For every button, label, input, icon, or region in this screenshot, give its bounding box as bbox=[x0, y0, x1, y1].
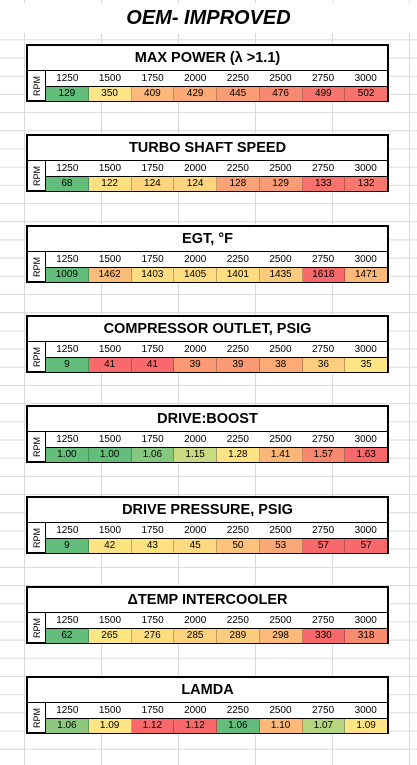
rpm-header-cell[interactable]: 2000 bbox=[184, 705, 207, 716]
rpm-axis-label bbox=[28, 432, 46, 462]
rpm-header-row bbox=[46, 342, 387, 357]
value-row bbox=[46, 447, 387, 462]
rpm-axis-label bbox=[28, 342, 46, 372]
rpm-label: RPM bbox=[31, 347, 42, 367]
rpm-header-cell[interactable]: 2500 bbox=[269, 163, 292, 174]
table-grid bbox=[46, 342, 387, 372]
rpm-header-cell[interactable]: 2500 bbox=[269, 705, 292, 716]
rpm-header-cell[interactable]: 3000 bbox=[354, 434, 377, 445]
rpm-header-cell[interactable]: 1500 bbox=[98, 705, 122, 716]
rpm-label: RPM bbox=[31, 76, 42, 96]
rpm-header-cell[interactable]: 2750 bbox=[311, 254, 335, 265]
rpm-header-cell[interactable]: 3000 bbox=[354, 163, 377, 174]
value-cell[interactable]: 1405 bbox=[174, 268, 217, 282]
value-cell[interactable]: 68 bbox=[46, 177, 89, 191]
value-cell[interactable]: 318 bbox=[345, 629, 387, 643]
value-cell[interactable]: 1.06 bbox=[132, 448, 175, 462]
table-grid bbox=[46, 703, 387, 733]
rpm-header-cell[interactable]: 2250 bbox=[226, 254, 249, 265]
table-title: EGT, °F bbox=[28, 227, 387, 252]
value-cell[interactable]: 57 bbox=[345, 539, 387, 553]
value-cell[interactable]: 1.07 bbox=[303, 719, 346, 733]
rpm-header-cell[interactable]: 1250 bbox=[56, 254, 79, 265]
value-cell[interactable]: 1.09 bbox=[345, 719, 387, 733]
rpm-header-cell[interactable]: 1500 bbox=[98, 434, 122, 445]
rpm-header-cell[interactable]: 3000 bbox=[354, 254, 377, 265]
rpm-axis-label bbox=[28, 523, 46, 553]
rpm-header-row bbox=[46, 161, 387, 176]
table-body bbox=[28, 523, 387, 553]
value-cell[interactable]: 9 bbox=[46, 539, 89, 553]
value-cell[interactable]: 1.12 bbox=[132, 719, 175, 733]
rpm-label: RPM bbox=[31, 257, 42, 277]
value-cell[interactable]: 445 bbox=[217, 87, 260, 101]
value-row bbox=[46, 176, 387, 191]
rpm-header-cell[interactable]: 2000 bbox=[184, 163, 207, 174]
data-table bbox=[26, 315, 389, 373]
rpm-header-cell[interactable]: 2500 bbox=[269, 434, 292, 445]
value-cell[interactable]: 57 bbox=[303, 539, 346, 553]
value-cell[interactable]: 1009 bbox=[46, 268, 89, 282]
value-cell[interactable]: 122 bbox=[89, 177, 132, 191]
rpm-label: RPM bbox=[31, 437, 42, 457]
rpm-header-row bbox=[46, 252, 387, 267]
value-cell[interactable]: 129 bbox=[46, 87, 89, 101]
table-body bbox=[28, 252, 387, 282]
rpm-header-cell[interactable]: 1500 bbox=[98, 73, 122, 84]
rpm-header-cell[interactable]: 1250 bbox=[56, 615, 79, 626]
rpm-header-cell[interactable]: 1250 bbox=[56, 525, 79, 536]
value-cell[interactable]: 330 bbox=[303, 629, 346, 643]
rpm-header-cell[interactable]: 2250 bbox=[226, 525, 249, 536]
rpm-header-cell[interactable]: 2750 bbox=[311, 344, 335, 355]
data-table bbox=[26, 44, 389, 102]
value-cell[interactable]: 9 bbox=[46, 358, 89, 372]
rpm-header-cell[interactable]: 1750 bbox=[141, 344, 164, 355]
page-title: OEM- IMPROVED bbox=[0, 3, 417, 33]
value-cell[interactable]: 1.12 bbox=[174, 719, 217, 733]
rpm-header-cell[interactable]: 2000 bbox=[184, 434, 207, 445]
table-grid bbox=[46, 161, 387, 191]
rpm-header-row bbox=[46, 523, 387, 538]
rpm-header-cell[interactable]: 2750 bbox=[311, 73, 335, 84]
rpm-label: RPM bbox=[31, 708, 42, 728]
rpm-header-cell[interactable]: 1500 bbox=[98, 525, 122, 536]
rpm-header-cell[interactable]: 2750 bbox=[311, 615, 335, 626]
rpm-header-cell[interactable]: 1500 bbox=[98, 344, 122, 355]
rpm-header-cell[interactable]: 2250 bbox=[226, 73, 249, 84]
value-cell[interactable]: 42 bbox=[89, 539, 132, 553]
rpm-header-cell[interactable]: 2500 bbox=[269, 344, 292, 355]
value-cell[interactable]: 43 bbox=[132, 539, 175, 553]
value-cell[interactable]: 41 bbox=[132, 358, 175, 372]
data-table bbox=[26, 225, 389, 283]
value-cell[interactable]: 350 bbox=[89, 87, 132, 101]
rpm-header-cell[interactable]: 1750 bbox=[141, 254, 164, 265]
value-cell[interactable]: 133 bbox=[303, 177, 346, 191]
table-title: ΔTEMP INTERCOOLER bbox=[28, 588, 387, 613]
rpm-header-cell[interactable]: 1750 bbox=[141, 705, 164, 716]
value-cell[interactable]: 502 bbox=[345, 87, 387, 101]
value-cell[interactable]: 1.00 bbox=[89, 448, 132, 462]
rpm-header-cell[interactable]: 1250 bbox=[56, 163, 79, 174]
rpm-header-cell[interactable]: 1500 bbox=[98, 615, 122, 626]
value-cell[interactable]: 1.41 bbox=[260, 448, 303, 462]
rpm-header-cell[interactable]: 3000 bbox=[354, 73, 377, 84]
value-row bbox=[46, 718, 387, 733]
data-table bbox=[26, 586, 389, 644]
table-title: LAMDA bbox=[28, 678, 387, 703]
table-body bbox=[28, 161, 387, 191]
value-cell[interactable]: 1462 bbox=[89, 268, 132, 282]
value-cell[interactable]: 128 bbox=[217, 177, 260, 191]
table-title: DRIVE:BOOST bbox=[28, 407, 387, 432]
value-cell[interactable]: 1403 bbox=[132, 268, 175, 282]
table-body bbox=[28, 613, 387, 643]
value-cell[interactable]: 1.10 bbox=[260, 719, 303, 733]
rpm-header-cell[interactable]: 2750 bbox=[311, 525, 335, 536]
value-cell[interactable]: 38 bbox=[260, 358, 303, 372]
rpm-header-cell[interactable]: 2000 bbox=[184, 344, 207, 355]
value-cell[interactable]: 265 bbox=[89, 629, 132, 643]
rpm-axis-label bbox=[28, 252, 46, 282]
table-grid bbox=[46, 523, 387, 553]
table-title: MAX POWER (λ >1.1) bbox=[28, 46, 387, 71]
value-cell[interactable]: 1471 bbox=[345, 268, 387, 282]
value-cell[interactable]: 429 bbox=[174, 87, 217, 101]
value-cell[interactable]: 409 bbox=[132, 87, 175, 101]
rpm-header-cell[interactable]: 3000 bbox=[354, 344, 377, 355]
value-cell[interactable]: 285 bbox=[174, 629, 217, 643]
value-cell[interactable]: 1.09 bbox=[89, 719, 132, 733]
value-cell[interactable]: 1618 bbox=[303, 268, 346, 282]
rpm-header-cell[interactable]: 2750 bbox=[311, 705, 335, 716]
data-table bbox=[26, 405, 389, 463]
rpm-header-cell[interactable]: 2250 bbox=[226, 344, 249, 355]
rpm-header-cell[interactable]: 2250 bbox=[226, 163, 249, 174]
rpm-header-cell[interactable]: 2250 bbox=[226, 615, 249, 626]
value-cell[interactable]: 1.06 bbox=[46, 719, 89, 733]
table-grid bbox=[46, 613, 387, 643]
rpm-header-row bbox=[46, 71, 387, 86]
rpm-header-cell[interactable]: 1250 bbox=[56, 344, 79, 355]
rpm-label: RPM bbox=[31, 528, 42, 548]
value-cell[interactable]: 1401 bbox=[217, 268, 260, 282]
rpm-axis-label bbox=[28, 71, 46, 101]
value-cell[interactable]: 1.15 bbox=[174, 448, 217, 462]
value-cell[interactable]: 53 bbox=[260, 539, 303, 553]
table-body bbox=[28, 71, 387, 101]
value-cell[interactable]: 276 bbox=[132, 629, 175, 643]
table-title: TURBO SHAFT SPEED bbox=[28, 136, 387, 161]
rpm-header-cell[interactable]: 2000 bbox=[184, 525, 207, 536]
rpm-header-cell[interactable]: 2750 bbox=[311, 434, 335, 445]
rpm-header-row bbox=[46, 613, 387, 628]
value-cell[interactable]: 1.63 bbox=[345, 448, 387, 462]
value-row bbox=[46, 538, 387, 553]
rpm-header-cell[interactable]: 1750 bbox=[141, 73, 164, 84]
value-cell[interactable]: 39 bbox=[174, 358, 217, 372]
rpm-header-cell[interactable]: 2250 bbox=[226, 434, 249, 445]
table-grid bbox=[46, 71, 387, 101]
table-title: DRIVE PRESSURE, PSIG bbox=[28, 498, 387, 523]
value-cell[interactable]: 36 bbox=[303, 358, 346, 372]
table-body bbox=[28, 703, 387, 733]
rpm-header-cell[interactable]: 1750 bbox=[141, 163, 164, 174]
rpm-header-cell[interactable]: 1750 bbox=[141, 525, 164, 536]
value-cell[interactable]: 1.00 bbox=[46, 448, 89, 462]
value-cell[interactable]: 35 bbox=[345, 358, 387, 372]
rpm-header-cell[interactable]: 3000 bbox=[354, 705, 377, 716]
rpm-header-cell[interactable]: 2750 bbox=[311, 163, 335, 174]
data-table bbox=[26, 134, 389, 192]
rpm-header-cell[interactable]: 2000 bbox=[184, 254, 207, 265]
rpm-header-cell[interactable]: 2000 bbox=[184, 615, 207, 626]
table-grid bbox=[46, 432, 387, 462]
rpm-header-cell[interactable]: 3000 bbox=[354, 615, 377, 626]
rpm-header-cell[interactable]: 2500 bbox=[269, 525, 292, 536]
value-cell[interactable]: 129 bbox=[260, 177, 303, 191]
rpm-header-cell[interactable]: 2500 bbox=[269, 73, 292, 84]
rpm-header-cell[interactable]: 2000 bbox=[184, 73, 207, 84]
value-cell[interactable]: 132 bbox=[345, 177, 387, 191]
rpm-header-cell[interactable]: 2500 bbox=[269, 254, 292, 265]
rpm-label: RPM bbox=[31, 166, 42, 186]
rpm-header-cell[interactable]: 1500 bbox=[98, 163, 122, 174]
table-title: COMPRESSOR OUTLET, PSIG bbox=[28, 317, 387, 342]
rpm-header-cell[interactable]: 3000 bbox=[354, 525, 377, 536]
value-row bbox=[46, 267, 387, 282]
value-cell[interactable]: 1.28 bbox=[217, 448, 260, 462]
value-cell[interactable]: 1.06 bbox=[217, 719, 260, 733]
value-row bbox=[46, 357, 387, 372]
value-cell[interactable]: 298 bbox=[260, 629, 303, 643]
rpm-axis-label bbox=[28, 161, 46, 191]
rpm-header-cell[interactable]: 1250 bbox=[56, 434, 79, 445]
rpm-header-row bbox=[46, 432, 387, 447]
value-cell[interactable]: 50 bbox=[217, 539, 260, 553]
rpm-label: RPM bbox=[31, 618, 42, 638]
value-cell[interactable]: 39 bbox=[217, 358, 260, 372]
data-table bbox=[26, 676, 389, 734]
value-cell[interactable]: 45 bbox=[174, 539, 217, 553]
rpm-header-cell[interactable]: 1750 bbox=[141, 615, 164, 626]
rpm-header-cell[interactable]: 1250 bbox=[56, 705, 79, 716]
table-grid bbox=[46, 252, 387, 282]
value-cell[interactable]: 41 bbox=[89, 358, 132, 372]
value-cell[interactable]: 62 bbox=[46, 629, 89, 643]
value-cell[interactable]: 289 bbox=[217, 629, 260, 643]
rpm-axis-label bbox=[28, 703, 46, 733]
table-body bbox=[28, 342, 387, 372]
rpm-axis-label bbox=[28, 613, 46, 643]
value-row bbox=[46, 86, 387, 101]
rpm-header-cell[interactable]: 1500 bbox=[98, 254, 122, 265]
rpm-header-row bbox=[46, 703, 387, 718]
value-cell[interactable]: 1435 bbox=[260, 268, 303, 282]
rpm-header-cell[interactable]: 1250 bbox=[56, 73, 79, 84]
value-cell[interactable]: 124 bbox=[132, 177, 175, 191]
rpm-header-cell[interactable]: 1750 bbox=[141, 434, 164, 445]
rpm-header-cell[interactable]: 2250 bbox=[226, 705, 249, 716]
value-cell[interactable]: 124 bbox=[174, 177, 217, 191]
value-cell[interactable]: 499 bbox=[303, 87, 346, 101]
value-cell[interactable]: 1.57 bbox=[303, 448, 346, 462]
value-cell[interactable]: 476 bbox=[260, 87, 303, 101]
value-row bbox=[46, 628, 387, 643]
data-table bbox=[26, 496, 389, 554]
table-body bbox=[28, 432, 387, 462]
rpm-header-cell[interactable]: 2500 bbox=[269, 615, 292, 626]
